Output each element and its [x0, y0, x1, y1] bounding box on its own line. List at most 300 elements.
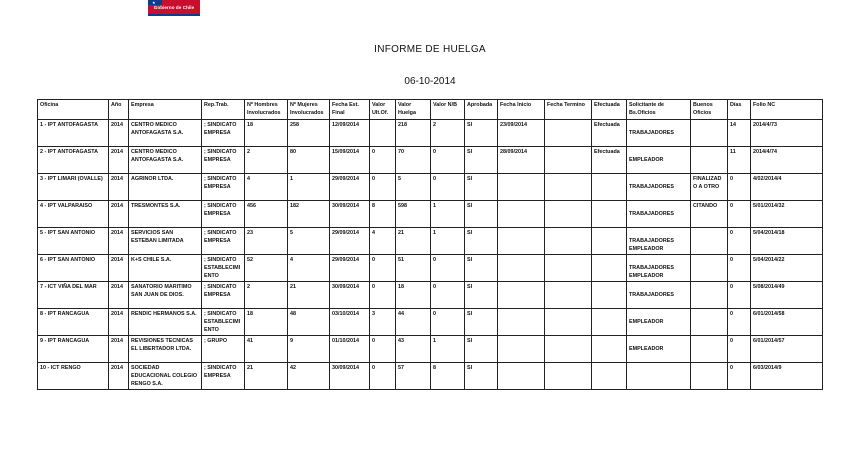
- table-cell: [202, 282, 245, 309]
- table-cell: [109, 255, 129, 282]
- table-cell: [330, 309, 370, 336]
- cell-text: 43: [398, 338, 404, 344]
- table-row: [38, 228, 823, 255]
- table-cell: [288, 174, 330, 201]
- table-row: [38, 174, 823, 201]
- table-cell: [465, 363, 498, 390]
- cell-text: 2014: [111, 122, 123, 128]
- cell-text: 18: [398, 284, 404, 290]
- table-cell: [245, 309, 288, 336]
- column-header: Fecha Inicio: [498, 100, 545, 120]
- table-cell: [330, 201, 370, 228]
- table-cell: [431, 120, 465, 147]
- cell-text: FINALIZADO A OTRO: [693, 176, 722, 190]
- cell-text: Efectuada: [594, 149, 620, 155]
- cell-text: 14: [730, 122, 736, 128]
- table-cell: [592, 309, 627, 336]
- table-cell: [129, 174, 202, 201]
- table-cell: [109, 201, 129, 228]
- table-cell: [129, 336, 202, 363]
- table-cell: [728, 120, 751, 147]
- cell-text: 0: [372, 176, 375, 182]
- cell-text: SI: [467, 122, 473, 128]
- table-cell: [545, 147, 592, 174]
- cell-text: 0: [730, 176, 733, 182]
- cell-text: 51: [398, 257, 404, 263]
- cell-text: 0: [433, 284, 436, 290]
- cell-text: 11: [730, 149, 736, 155]
- table-cell: [245, 174, 288, 201]
- table-cell: [202, 309, 245, 336]
- table-cell: [396, 147, 431, 174]
- table-cell: [245, 363, 288, 390]
- cell-text: 2014/4/74: [753, 149, 777, 155]
- table-cell: [592, 201, 627, 228]
- table-cell: [288, 120, 330, 147]
- table-cell: [691, 228, 728, 255]
- table-cell: [370, 201, 396, 228]
- table-cell: [627, 336, 691, 363]
- table-cell: [330, 255, 370, 282]
- table-cell: [498, 309, 545, 336]
- cell-text: 18: [247, 122, 253, 128]
- cell-text: TRABAJADORES: [629, 130, 674, 136]
- table-cell: [129, 363, 202, 390]
- cell-text: 9 - IPT RANCAGUA: [40, 338, 90, 344]
- cell-text: 52: [247, 257, 253, 263]
- cell-text: ; SINDICATO EMPRESA: [204, 284, 237, 298]
- cell-text: 3 - IPT LIMARI (OVALLE): [40, 176, 103, 182]
- table-cell: [545, 336, 592, 363]
- cell-text: SI: [467, 365, 473, 371]
- table-cell: [288, 363, 330, 390]
- table-cell: [627, 120, 691, 147]
- cell-text: 4: [372, 230, 375, 236]
- table-cell: [288, 228, 330, 255]
- cell-text: 0: [372, 338, 375, 344]
- cell-text: 5: [398, 176, 401, 182]
- cell-text: 41: [247, 338, 253, 344]
- cell-text: K+S CHILE S.A.: [131, 257, 172, 263]
- table-cell: [691, 120, 728, 147]
- table-cell: [691, 201, 728, 228]
- cell-text: Efectuada: [594, 122, 620, 128]
- cell-text: 1 - IPT ANTOFAGASTA: [40, 122, 99, 128]
- table-cell: [498, 147, 545, 174]
- table-cell: [288, 336, 330, 363]
- table-cell: [627, 282, 691, 309]
- cell-text: 0: [433, 176, 436, 182]
- table-cell: [38, 309, 109, 336]
- column-header: Oficina: [38, 100, 109, 120]
- table-cell: [38, 282, 109, 309]
- table-cell: [38, 147, 109, 174]
- table-cell: [465, 120, 498, 147]
- cell-text: 5/01/2014/32: [753, 203, 785, 209]
- cell-text: 0: [433, 149, 436, 155]
- table-cell: [38, 201, 109, 228]
- table-cell: [202, 228, 245, 255]
- cell-text: 44: [398, 311, 404, 317]
- cell-text: 4/02/2014/4: [753, 176, 782, 182]
- cell-text: TRABAJADORES EMPLEADOR: [629, 265, 674, 279]
- table-cell: [431, 228, 465, 255]
- cell-text: 57: [398, 365, 404, 371]
- table-cell: [288, 255, 330, 282]
- table-cell: [592, 228, 627, 255]
- table-cell: [627, 228, 691, 255]
- table-cell: [465, 255, 498, 282]
- cell-text: 21: [398, 230, 404, 236]
- cell-text: 2: [433, 122, 436, 128]
- table-cell: [465, 336, 498, 363]
- table-cell: [545, 363, 592, 390]
- table-row: [38, 363, 823, 390]
- cell-text: 10 - ICT RENGO: [40, 365, 81, 371]
- cell-text: SERVICIOS SAN ESTEBAN LIMITADA: [131, 230, 184, 244]
- table-cell: [592, 147, 627, 174]
- table-cell: [288, 309, 330, 336]
- table-cell: [627, 201, 691, 228]
- cell-text: 218: [398, 122, 407, 128]
- table-cell: [431, 174, 465, 201]
- table-cell: [330, 120, 370, 147]
- table-cell: [627, 174, 691, 201]
- column-header: Nº Hombres Involucrados: [245, 100, 288, 120]
- table-cell: [751, 228, 823, 255]
- cell-text: 5/08/2014/49: [753, 284, 785, 290]
- cell-text: ; GRUPO: [204, 338, 228, 344]
- cell-text: ; SINDICATO EMPRESA: [204, 365, 237, 379]
- cell-text: 0: [730, 284, 733, 290]
- table-cell: [728, 363, 751, 390]
- table-cell: [370, 228, 396, 255]
- table-cell: [330, 174, 370, 201]
- table-cell: [592, 363, 627, 390]
- table-cell: [465, 282, 498, 309]
- cell-text: 28/09/2014: [500, 149, 527, 155]
- table-cell: [751, 255, 823, 282]
- table-cell: [545, 282, 592, 309]
- cell-text: 70: [398, 149, 404, 155]
- cell-text: 6/03/2014/9: [753, 365, 782, 371]
- cell-text: TRABAJADORES: [629, 184, 674, 190]
- cell-text: 2014: [111, 284, 123, 290]
- table-cell: [129, 228, 202, 255]
- cell-text: 2014: [111, 203, 123, 209]
- table-cell: [728, 201, 751, 228]
- cell-text: 5/04/2014/22: [753, 257, 785, 263]
- cell-text: SI: [467, 311, 473, 317]
- column-header: Valor N/B: [431, 100, 465, 120]
- cell-text: 6/01/2014/58: [753, 311, 785, 317]
- cell-text: 29/09/2014: [332, 257, 359, 263]
- table-cell: [288, 282, 330, 309]
- cell-text: 2014: [111, 149, 123, 155]
- cell-text: 2014/4/73: [753, 122, 777, 128]
- table-cell: [396, 336, 431, 363]
- table-cell: [288, 201, 330, 228]
- cell-text: 5/04/2014/18: [753, 230, 785, 236]
- table-cell: [129, 201, 202, 228]
- cell-text: 30/09/2014: [332, 365, 359, 371]
- column-header: Valor Huelga: [396, 100, 431, 120]
- cell-text: 12/09/2014: [332, 122, 359, 128]
- table-cell: [691, 309, 728, 336]
- table-cell: [751, 309, 823, 336]
- table-cell: [109, 228, 129, 255]
- table-cell: [370, 147, 396, 174]
- table-cell: [330, 147, 370, 174]
- table-row: [38, 255, 823, 282]
- table-cell: [545, 255, 592, 282]
- table-cell: [370, 255, 396, 282]
- table-cell: [129, 147, 202, 174]
- table-cell: [396, 120, 431, 147]
- table-cell: [498, 336, 545, 363]
- table-cell: [728, 255, 751, 282]
- report-title: INFORME DE HUELGA: [374, 44, 486, 55]
- table-cell: [691, 336, 728, 363]
- cell-text: 18: [247, 311, 253, 317]
- cell-text: 0: [372, 284, 375, 290]
- table-row: [38, 336, 823, 363]
- cell-text: SOCIEDAD EDUCACIONAL COLEGIO RENGO S.A.: [131, 365, 198, 387]
- cell-text: SI: [467, 338, 473, 344]
- table-cell: [330, 282, 370, 309]
- table-cell: [592, 120, 627, 147]
- table-cell: [396, 255, 431, 282]
- cell-text: 3: [372, 311, 375, 317]
- cell-text: SI: [467, 149, 473, 155]
- table-cell: [498, 363, 545, 390]
- table-cell: [396, 309, 431, 336]
- table-cell: [129, 120, 202, 147]
- cell-text: 8: [433, 365, 436, 371]
- cell-text: 23: [247, 230, 253, 236]
- table-cell: [627, 363, 691, 390]
- table-row: [38, 201, 823, 228]
- cell-text: 29/09/2014: [332, 176, 359, 182]
- table-cell: [245, 147, 288, 174]
- table-cell: [465, 147, 498, 174]
- cell-text: SI: [467, 284, 473, 290]
- cell-text: 9: [290, 338, 293, 344]
- cell-text: 23/09/2014: [500, 122, 527, 128]
- cell-text: 182: [290, 203, 299, 209]
- cell-text: CENTRO MEDICO ANTOFAGASTA S.A.: [131, 122, 184, 136]
- table-cell: [498, 174, 545, 201]
- table-cell: [728, 309, 751, 336]
- table-cell: [431, 255, 465, 282]
- table-cell: [202, 255, 245, 282]
- table-cell: [751, 174, 823, 201]
- cell-text: 01/10/2014: [332, 338, 359, 344]
- table-cell: [109, 147, 129, 174]
- cell-text: 258: [290, 122, 299, 128]
- table-cell: [202, 336, 245, 363]
- cell-text: AGRINOR LTDA.: [131, 176, 174, 182]
- table-row: [38, 309, 823, 336]
- table-cell: [592, 255, 627, 282]
- column-header: Folio NC: [751, 100, 823, 120]
- table-cell: [370, 174, 396, 201]
- table-cell: [691, 147, 728, 174]
- cell-text: SANATORIO MARITIMO SAN JUAN DE DIOS.: [131, 284, 192, 298]
- cell-text: 30/09/2014: [332, 203, 359, 209]
- cell-text: 2: [247, 149, 250, 155]
- table-cell: [202, 201, 245, 228]
- table-cell: [431, 282, 465, 309]
- cell-text: 8 - IPT RANCAGUA: [40, 311, 90, 317]
- cell-text: TRESMONTES S.A.: [131, 203, 181, 209]
- cell-text: 5 - IPT SAN ANTONIO: [40, 230, 96, 236]
- cell-text: ; SINDICATO ESTABLECIMIENTO: [204, 257, 241, 279]
- cell-text: 48: [290, 311, 296, 317]
- table-cell: [627, 309, 691, 336]
- table-cell: [728, 147, 751, 174]
- column-header: Solicitante de Bs.Oficios: [627, 100, 691, 120]
- cell-text: ; SINDICATO ESTABLECIMIENTO: [204, 311, 241, 333]
- cell-text: 30/09/2014: [332, 284, 359, 290]
- cell-text: 2014: [111, 338, 123, 344]
- table-cell: [245, 255, 288, 282]
- table-header-row: [38, 100, 823, 120]
- cell-text: SI: [467, 257, 473, 263]
- cell-text: TRABAJADORES: [629, 292, 674, 298]
- table-cell: [109, 282, 129, 309]
- column-header: Valor Ult.Of.: [370, 100, 396, 120]
- table-cell: [728, 174, 751, 201]
- table-cell: [545, 120, 592, 147]
- column-header: Año: [109, 100, 129, 120]
- cell-text: 0: [730, 257, 733, 263]
- table-cell: [245, 201, 288, 228]
- cell-text: 1: [433, 338, 436, 344]
- table-cell: [751, 120, 823, 147]
- cell-text: 6 - IPT SAN ANTONIO: [40, 257, 96, 263]
- table-cell: [498, 282, 545, 309]
- table-cell: [498, 228, 545, 255]
- cell-text: 6/01/2014/57: [753, 338, 785, 344]
- table-cell: [431, 147, 465, 174]
- column-header: Fecha Termino: [545, 100, 592, 120]
- column-header: Nº Mujeres Involucrados: [288, 100, 330, 120]
- table-cell: [109, 309, 129, 336]
- table-cell: [38, 336, 109, 363]
- table-cell: [728, 336, 751, 363]
- table-cell: [465, 228, 498, 255]
- table-cell: [627, 255, 691, 282]
- cell-text: 1: [433, 203, 436, 209]
- table-cell: [202, 363, 245, 390]
- cell-text: 29/09/2014: [332, 230, 359, 236]
- table-cell: [38, 255, 109, 282]
- table-cell: [202, 120, 245, 147]
- table-cell: [38, 363, 109, 390]
- table-cell: [370, 120, 396, 147]
- table-cell: [465, 201, 498, 228]
- table-cell: [545, 309, 592, 336]
- table-cell: [751, 336, 823, 363]
- cell-text: 0: [372, 257, 375, 263]
- table-cell: [202, 174, 245, 201]
- cell-text: ; SINDICATO EMPRESA: [204, 122, 237, 136]
- table-cell: [129, 282, 202, 309]
- star-icon: ★: [152, 0, 156, 5]
- cell-text: 2014: [111, 311, 123, 317]
- table-cell: [109, 363, 129, 390]
- cell-text: EMPLEADOR: [629, 157, 664, 163]
- cell-text: TRABAJADORES: [629, 211, 674, 217]
- cell-text: CENTRO MEDICO ANTOFAGASTA S.A.: [131, 149, 184, 163]
- logo-text: Gobierno de Chile: [153, 4, 195, 10]
- cell-text: 15/09/2014: [332, 149, 359, 155]
- table-cell: [691, 363, 728, 390]
- table-cell: [129, 309, 202, 336]
- cell-text: TRABAJADORES EMPLEADOR: [629, 238, 674, 252]
- strike-report-table: [37, 99, 823, 390]
- cell-text: 0: [372, 149, 375, 155]
- cell-text: 1: [433, 230, 436, 236]
- table-cell: [592, 174, 627, 201]
- table-row: [38, 147, 823, 174]
- column-header: Rep.Trab.: [202, 100, 245, 120]
- table-cell: [38, 120, 109, 147]
- cell-text: 21: [247, 365, 253, 371]
- cell-text: 2: [247, 284, 250, 290]
- table-cell: [498, 255, 545, 282]
- table-cell: [330, 228, 370, 255]
- table-cell: [691, 282, 728, 309]
- cell-text: 0: [433, 257, 436, 263]
- table-cell: [129, 255, 202, 282]
- table-cell: [728, 282, 751, 309]
- table-cell: [691, 255, 728, 282]
- table-cell: [245, 228, 288, 255]
- cell-text: 598: [398, 203, 407, 209]
- cell-text: 2014: [111, 176, 123, 182]
- table-cell: [627, 147, 691, 174]
- table-cell: [751, 201, 823, 228]
- cell-text: 0: [730, 311, 733, 317]
- cell-text: 2014: [111, 257, 123, 263]
- cell-text: ; SINDICATO EMPRESA: [204, 149, 237, 163]
- table-cell: [545, 201, 592, 228]
- table-cell: [370, 282, 396, 309]
- cell-text: 2 - IPT ANTOFAGASTA: [40, 149, 99, 155]
- column-header: Aprobada: [465, 100, 498, 120]
- table-cell: [431, 363, 465, 390]
- cell-text: 1: [290, 176, 293, 182]
- table-row: [38, 120, 823, 147]
- table-cell: [751, 282, 823, 309]
- table-cell: [728, 228, 751, 255]
- cell-text: EMPLEADOR: [629, 319, 664, 325]
- table-cell: [592, 282, 627, 309]
- cell-text: ; SINDICATO EMPRESA: [204, 230, 237, 244]
- table-cell: [431, 201, 465, 228]
- column-header: Empresa: [129, 100, 202, 120]
- table-cell: [288, 147, 330, 174]
- cell-text: 80: [290, 149, 296, 155]
- cell-text: ; SINDICATO EMPRESA: [204, 176, 237, 190]
- cell-text: 0: [730, 338, 733, 344]
- table-cell: [396, 228, 431, 255]
- table-cell: [370, 363, 396, 390]
- table-cell: [498, 201, 545, 228]
- table-cell: [245, 120, 288, 147]
